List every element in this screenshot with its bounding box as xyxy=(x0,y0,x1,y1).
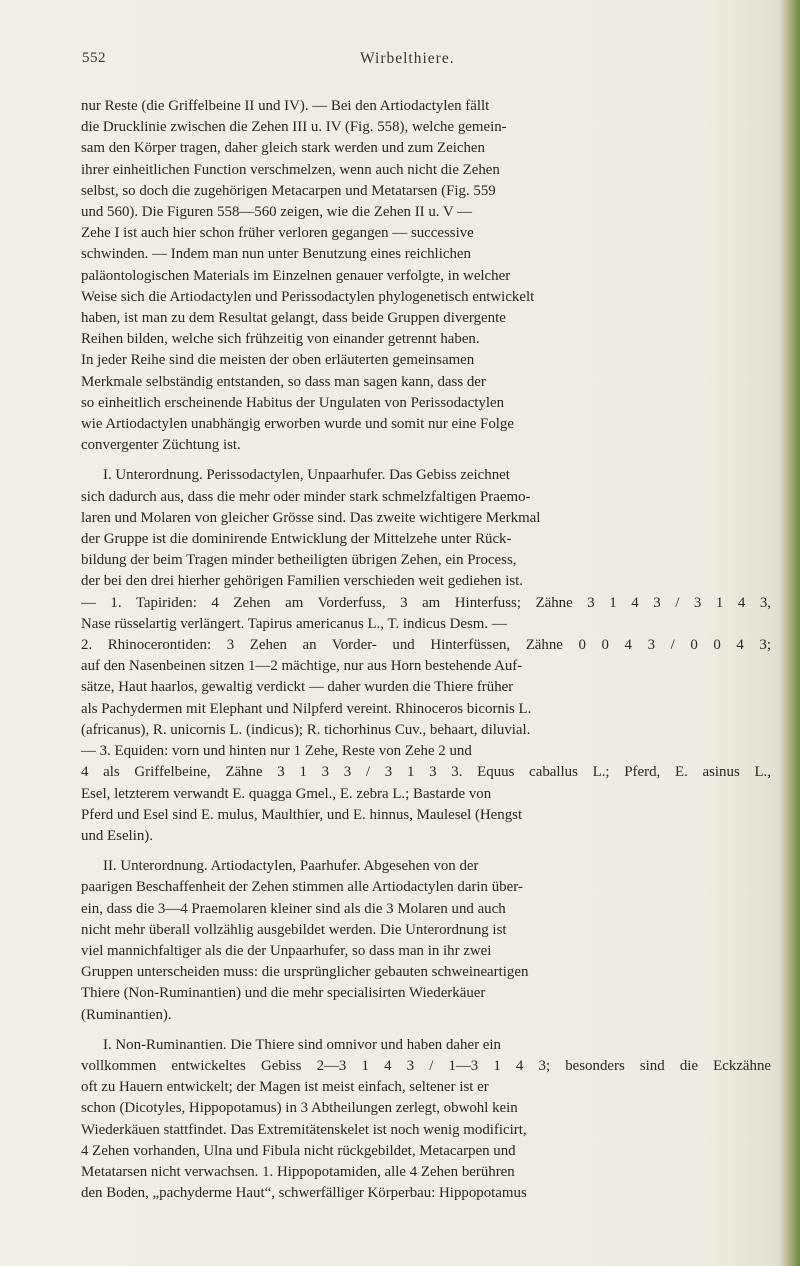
text-line: In jeder Reihe sind die meisten der oben erläuterten gemeinsamen xyxy=(81,352,475,369)
text-line: und 560). Die Figuren 558—560 zeigen, wie die Zehen II u. V — xyxy=(81,204,473,221)
text-line: die Drucklinie zwischen die Zehen III u. IV (Fig. 558), welche gemein- xyxy=(81,119,507,136)
text-line: laren und Molaren von gleicher Grösse sind. Das zweite wichtigere Merkmal xyxy=(81,509,541,526)
paragraph-perissodactyls xyxy=(81,465,771,847)
text-line: viel mannichfaltiger als die der Unpaarhufer, so dass man in ihr zwei xyxy=(81,942,492,959)
book-binding-edge xyxy=(780,0,800,1266)
text-line: oft zu Hauern entwickelt; der Magen ist meist einfach, seltener ist er xyxy=(81,1079,489,1096)
page-number: 552 xyxy=(82,50,106,66)
running-title: Wirbelthiere. xyxy=(360,50,455,67)
text-line: 2. Rhinocerontiden: 3 Zehen an Vorder- und Hinterfüssen, Zähne 0 0 4 3 / 0 0 4 3; xyxy=(81,637,771,654)
paragraph-artiodactyl-intro xyxy=(81,96,771,456)
text-line: II. Unterordnung. Artiodactylen, Paarhufer. Abgesehen von der xyxy=(103,858,479,875)
text-line: den Boden, „pachyderme Haut“, schwerfälliger Körperbau: Hippopotamus xyxy=(81,1185,527,1202)
text-line: als Pachydermen mit Elephant und Nilpferd vereint. Rhinoceros bicornis L. xyxy=(81,700,532,717)
text-line: der Gruppe ist die dominirende Entwicklung der Mittelzehe unter Rück- xyxy=(81,531,512,548)
text-line: selbst, so doch die zugehörigen Metacarpen und Metatarsen (Fig. 559 xyxy=(81,182,496,199)
text-line: wie Artiodactylen unabhängig erworben wurde und somit nur eine Folge xyxy=(81,416,514,433)
text-line: Metatarsen nicht verwachsen. 1. Hippopotamiden, alle 4 Zehen berühren xyxy=(81,1163,515,1180)
text-line: vollkommen entwickeltes Gebiss 2—3 1 4 3 / 1—3 1 4 3; besonders sind die Eckzähne xyxy=(81,1057,771,1074)
text-line: der bei den drei hierher gehörigen Familien verschieden weit gediehen ist. xyxy=(81,573,524,590)
text-line: Thiere (Non-Ruminantien) und die mehr specialisirten Wiederkäuer xyxy=(81,985,486,1002)
text-line: — 1. Tapiriden: 4 Zehen am Vorderfuss, 3 am Hinterfuss; Zähne 3 1 4 3 / 3 1 4 3, xyxy=(81,594,771,611)
text-line: convergenter Züchtung ist. xyxy=(81,437,241,454)
text-line: Merkmale selbständig entstanden, so dass man sagen kann, dass der xyxy=(81,373,486,390)
text-line: schwinden. — Indem man nun unter Benutzung eines reichlichen xyxy=(81,246,471,263)
text-line: Weise sich die Artiodactylen und Perissodactylen phylogenetisch entwickelt xyxy=(81,288,535,305)
text-line: Pferd und Esel sind E. mulus, Maulthier, und E. hinnus, Maulesel (Hengst xyxy=(81,806,523,823)
text-line: schon (Dicotyles, Hippopotamus) in 3 Abtheilungen zerlegt, obwohl kein xyxy=(81,1100,518,1117)
text-line: auf den Nasenbeinen sitzen 1—2 mächtige, nur aus Horn bestehende Auf- xyxy=(81,658,523,675)
text-line: Gruppen unterscheiden muss: die ursprünglicher gebauten schweineartigen xyxy=(81,964,529,981)
text-line: sich dadurch aus, dass die mehr oder minder stark schmelzfaltigen Praemo- xyxy=(81,488,531,505)
text-line: haben, ist man zu dem Resultat gelangt, dass beide Gruppen divergente xyxy=(81,310,506,327)
text-line: I. Non-Ruminantien. Die Thiere sind omnivor und haben daher ein xyxy=(103,1036,501,1053)
text-line: so einheitlich erscheinende Habitus der Ungulaten von Perissodactylen xyxy=(81,394,505,411)
paragraph-non-ruminants xyxy=(81,1035,771,1205)
text-line: (africanus), R. unicornis L. (indicus); R. tichorhinus Cuv., behaart, diluvial. xyxy=(81,721,531,738)
text-line: ihrer einheitlichen Function verschmelzen, wenn auch nicht die Zehen xyxy=(81,161,500,178)
text-line: Zehe I ist auch hier schon früher verloren gegangen — successive xyxy=(81,225,474,242)
text-line: — 3. Equiden: vorn und hinten nur 1 Zehe, Reste von Zehe 2 und xyxy=(81,743,472,760)
text-line: I. Unterordnung. Perissodactylen, Unpaarhufer. Das Gebiss zeichnet xyxy=(103,467,510,484)
text-line: bildung der beim Tragen minder betheiligten übrigen Zehen, ein Process, xyxy=(81,552,517,569)
text-line: sam den Körper tragen, daher gleich stark werden und zum Zeichen xyxy=(81,140,485,157)
text-line: ein, dass die 3—4 Praemolaren kleiner sind als die 3 Molaren und auch xyxy=(81,900,506,917)
text-line: und Eselin). xyxy=(81,827,153,844)
page-header xyxy=(0,50,800,74)
text-line: sätze, Haut haarlos, gewaltig verdickt — daher wurden die Thiere früher xyxy=(81,679,514,696)
text-line: (Ruminantien). xyxy=(81,1006,172,1023)
text-line: 4 als Griffelbeine, Zähne 3 1 3 3 / 3 1 3 3. Equus caballus L.; Pferd, E. asinus L., xyxy=(81,764,771,781)
text-line: paarigen Beschaffenheit der Zehen stimmen alle Artiodactylen darin über- xyxy=(81,879,523,896)
text-line: Wiederkäuen stattfindet. Das Extremitätenskelet ist noch wenig modificirt, xyxy=(81,1121,527,1138)
text-line: Reihen bilden, welche sich frühzeitig von einander getrennt haben. xyxy=(81,331,480,348)
text-line: 4 Zehen vorhanden, Ulna und Fibula nicht rückgebildet, Metacarpen und xyxy=(81,1142,516,1159)
text-line: nur Reste (die Griffelbeine II und IV). — Bei den Artiodactylen fällt xyxy=(81,98,490,114)
text-line: nicht mehr überall vollzählig ausgebildet werden. Die Unterordnung ist xyxy=(81,921,507,938)
text-line: paläontologischen Materials im Einzelnen genauer verfolgte, in welcher xyxy=(81,267,511,284)
body-text xyxy=(81,96,771,1204)
paragraph-artiodactyls xyxy=(81,856,771,1026)
text-line: Nase rüsselartig verlängert. Tapirus americanus L., T. indicus Desm. — xyxy=(81,615,507,632)
text-line: Esel, letzterem verwandt E. quagga Gmel., E. zebra L.; Bastarde von xyxy=(81,785,492,802)
